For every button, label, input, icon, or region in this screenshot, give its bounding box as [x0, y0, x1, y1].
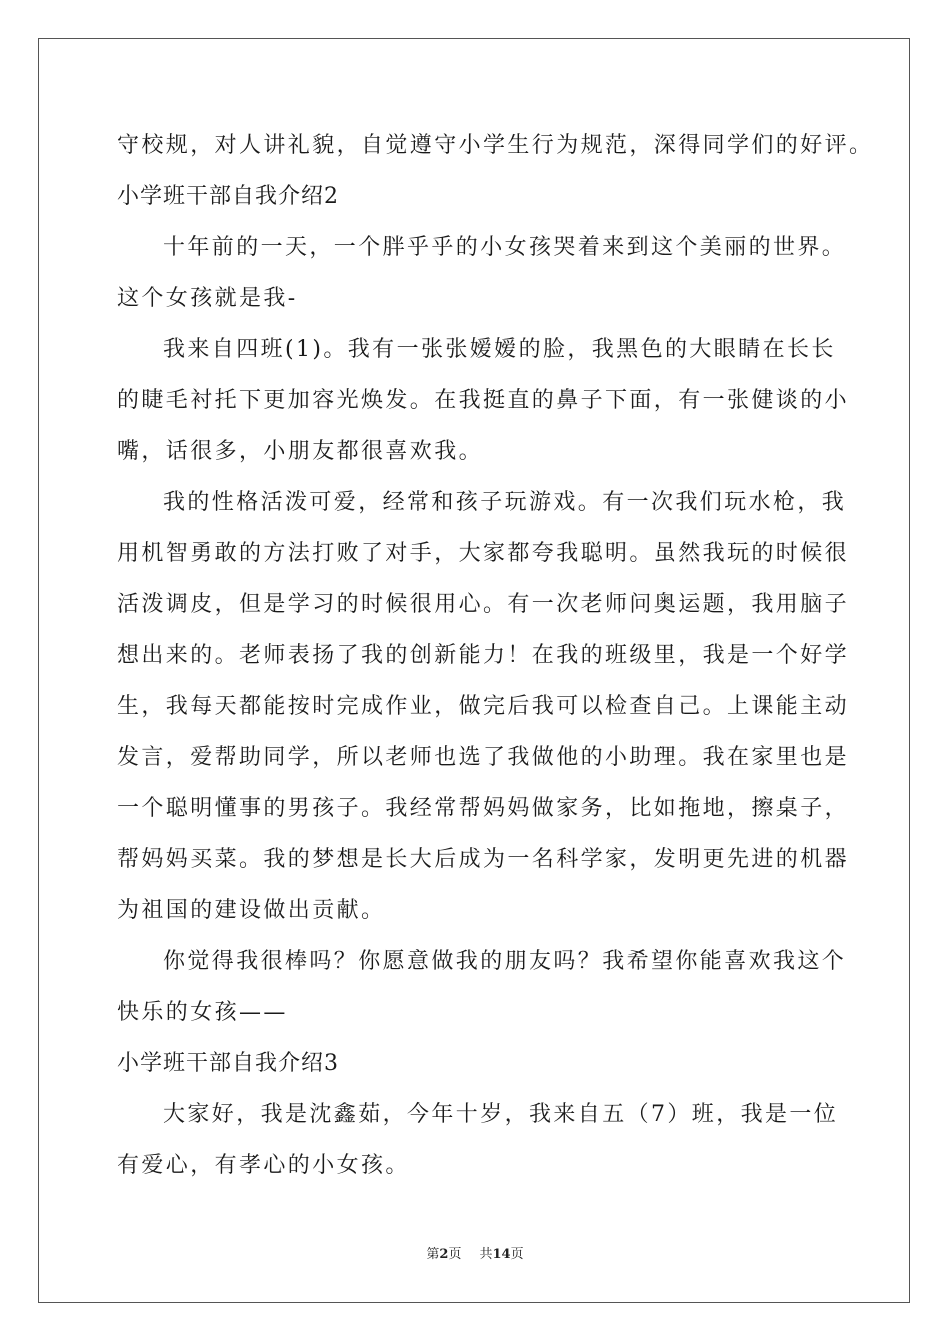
paragraph-line: 大家好，我是沈鑫茹，今年十岁，我来自五（7）班，我是一位: [163, 1102, 839, 1127]
total-prefix: 共: [479, 1247, 493, 1262]
paragraph-line: 用机智勇敢的方法打败了对手，大家都夸我聪明。虽然我玩的时候很: [117, 541, 850, 566]
paragraph-line: 快乐的女孩——: [117, 1000, 288, 1025]
paragraph-line: 活泼调皮，但是学习的时候很用心。有一次老师问奥运题，我用脑子: [117, 592, 850, 617]
paragraph-line: 我的性格活泼可爱，经常和孩子玩游戏。有一次我们玩水枪，我: [163, 490, 847, 515]
paragraph-line: 十年前的一天，一个胖乎乎的小女孩哭着来到这个美丽的世界。: [163, 235, 847, 260]
paragraph-line: 我来自四班(1)。我有一张张嫒嫒的脸，我黑色的大眼睛在长长: [163, 337, 836, 362]
paragraph-line: 一个聪明懂事的男孩子。我经常帮妈妈做家务，比如拖地，擦桌子，: [117, 796, 850, 821]
paragraph-line: 你觉得我很棒吗？你愿意做我的朋友吗？我希望你能喜欢我这个: [163, 949, 847, 974]
paragraph-line: 守校规，对人讲礼貌，自觉遵守小学生行为规范，深得同学们的好评。: [117, 133, 874, 158]
paragraph-line: 帮妈妈买菜。我的梦想是长大后成为一名科学家，发明更先进的机器: [117, 847, 850, 872]
document-body: [117, 120, 874, 1191]
paragraph-line: 有爱心，有孝心的小女孩。: [117, 1153, 410, 1178]
paragraph-line: 发言，爱帮助同学，所以老师也选了我做他的小助理。我在家里也是: [117, 745, 850, 770]
total-suffix: 页: [510, 1247, 524, 1262]
paragraph-line: 的睫毛衬托下更加容光焕发。在我挺直的鼻子下面，有一张健谈的小: [117, 388, 850, 413]
paragraph-line: 这个女孩就是我-: [117, 286, 298, 311]
page-prefix: 第: [426, 1247, 440, 1262]
paragraph-line: 嘴，话很多，小朋友都很喜欢我。: [117, 439, 484, 464]
paragraph-line: 为祖国的建设做出贡献。: [117, 898, 386, 923]
page-suffix: 页: [448, 1247, 462, 1262]
total-pages: 14: [492, 1247, 511, 1262]
page-number: 2: [439, 1247, 449, 1262]
paragraph-line: 生，我每天都能按时完成作业，做完后我可以检查自己。上课能主动: [117, 694, 850, 719]
section-heading: 小学班干部自我介绍2: [117, 184, 339, 209]
section-heading: 小学班干部自我介绍3: [117, 1051, 339, 1076]
page-footer: [0, 1243, 950, 1262]
paragraph-line: 想出来的。老师表扬了我的创新能力！在我的班级里，我是一个好学: [117, 643, 850, 668]
